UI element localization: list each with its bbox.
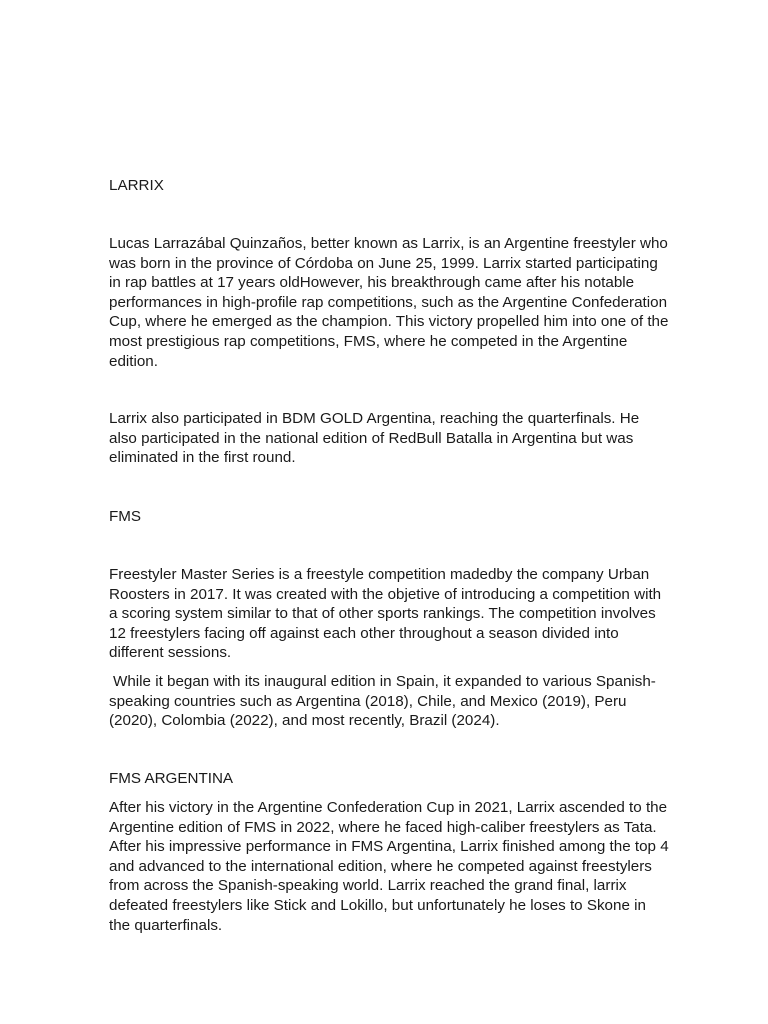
paragraph-fms-description: Freestyler Master Series is a freestyle competition madedby the company Urban Roosters in 2017. It was created with the objetive of introducing a competition with a scoring system similar to that of other sports rankings. The competition involves 12 freestylers facing off against each other throughout a season divided into different sessions.: [109, 566, 662, 662]
heading-fms-argentina: FMS ARGENTINA: [109, 770, 234, 787]
paragraph-fms-expansion: While it began with its inaugural edition in Spain, it expanded to various Spanish-speaking countries such as Argentina (2018), Chile, and Mexico (2019), Peru (2020), Colombia (2022), and most recently, Brazil (2024).: [109, 673, 656, 730]
heading-larrix: LARRIX: [109, 177, 164, 194]
paragraph-larrix-bdm: Larrix also participated in BDM GOLD Argentina, reaching the quarterfinals. He also participated in the national edition of RedBull Batalla in Argentina but was eliminated in the first round.: [109, 410, 640, 467]
heading-fms: FMS: [109, 508, 142, 525]
paragraph-larrix-bio: Lucas Larrazábal Quinzaños, better known as Larrix, is an Argentine freestyler who was born in the province of Córdoba on June 25, 1999. Larrix started participating in rap battles at 17 years oldHowever, his breakthrough came after his notable performances in high-profile rap competitions, such as the Argentine Confederation Cup, where he emerged as the champion. This victory propelled him into one of the most prestigious rap competitions, FMS, where he competed in the Argentine edition.: [109, 235, 669, 370]
paragraph-fms-argentina: After his victory in the Argentine Confederation Cup in 2021, Larrix ascended to the Argentine edition of FMS in 2022, where he faced high-caliber freestylers as Tata. After his impressive performance in FMS Argentina, Larrix finished among the top 4 and advanced to the international edition, where he competed against freestylers from across the Spanish-speaking world. Larrix reached the grand final, larrix defeated freestylers like Stick and Lokillo, but unfortunately he loses to Skone in the quarterfinals.: [109, 799, 669, 934]
